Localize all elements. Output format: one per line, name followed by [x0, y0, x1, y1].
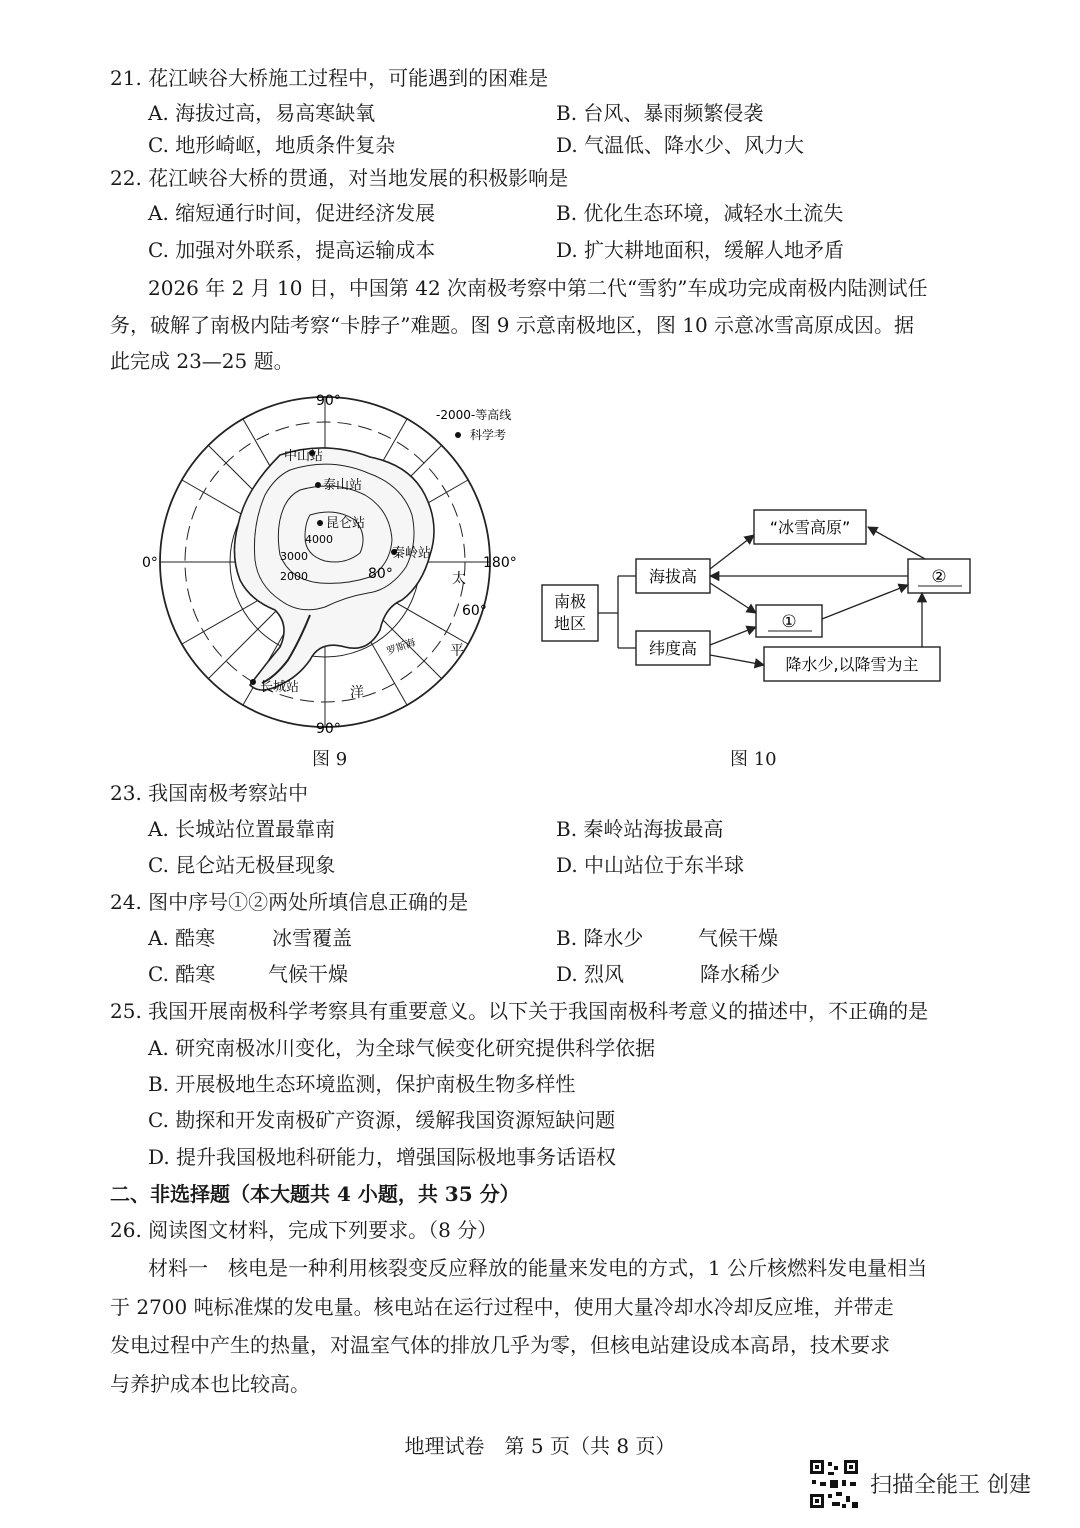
ocean-tai: 太 — [452, 571, 466, 587]
station-dot-changcheng — [250, 679, 256, 685]
q23-option-c: C. 昆仑站无极昼现象 — [148, 853, 336, 877]
q25-stem: 25. 我国开展南极科学考察具有重要意义。以下关于我国南极科考意义的描述中，不正确的是 — [110, 999, 929, 1023]
q22-option-c: C. 加强对外联系，提高运输成本 — [148, 238, 436, 262]
contour-label-4000: 4000 — [305, 533, 333, 546]
watermark-text: 扫描全能王 创建 — [870, 1473, 1031, 1498]
intro-line-1: 2026 年 2 月 10 日，中国第 42 次南极考察中第二代“雪豹”车成功完成南极内陆测试任 — [148, 276, 928, 300]
station-dot-kunlun — [317, 520, 323, 526]
q25-option-b: B. 开展极地生态环境监测，保护南极生物多样性 — [148, 1072, 576, 1096]
q23-option-a: A. 长城站位置最靠南 — [148, 817, 336, 841]
label-qinling: 秦岭站 — [392, 546, 432, 561]
q22-option-d: D. 扩大耕地面积，缓解人地矛盾 — [556, 238, 845, 262]
blank-1: ① — [781, 612, 797, 632]
q26-material-line-1: 材料一 核电是一种利用核裂变反应释放的能量来发电的方式，1 公斤核燃料发电量相当 — [148, 1256, 928, 1280]
lon-label-right: 180° — [483, 555, 517, 571]
q24-option-d-1: D. 烈风 — [556, 962, 625, 986]
box-region-text-1: 南极 — [553, 592, 587, 611]
q24-option-c-2: 气候干燥 — [268, 962, 348, 986]
contour-label-3000: 3000 — [280, 550, 308, 563]
q26-material-line-4: 与养护成本也比较高。 — [110, 1372, 310, 1396]
q23-option-b: B. 秦岭站海拔最高 — [556, 817, 724, 841]
sea-label-ross: 罗斯海 — [385, 637, 418, 658]
lon-label-top: 90° — [316, 393, 341, 409]
q21-option-c: C. 地形崎岖，地质条件复杂 — [148, 133, 396, 157]
legend-station-dot — [455, 432, 461, 438]
box-plateau-text: “冰雪高原” — [769, 518, 851, 537]
figure-9-caption: 图 9 — [312, 749, 348, 770]
label-kunlun: 昆仑站 — [326, 516, 366, 531]
q22-stem: 22. 花江峡谷大桥的贯通，对当地发展的积极影响是 — [110, 166, 569, 190]
q26-stem: 26. 阅读图文材料，完成下列要求。（8 分） — [110, 1218, 498, 1242]
intro-line-3: 此完成 23—25 题。 — [110, 349, 294, 373]
q23-stem: 23. 我国南极考察站中 — [110, 781, 309, 805]
figure-10-diagram — [530, 495, 980, 695]
contour-label-2000: 2000 — [280, 570, 308, 583]
qr-code-icon — [808, 1458, 860, 1510]
q21-stem: 21. 花江峡谷大桥施工过程中，可能遇到的困难是 — [110, 66, 549, 90]
q25-option-d: D. 提升我国极地科研能力，增强国际极地事务话语权 — [148, 1145, 617, 1169]
legend-contour: -2000-等高线 — [436, 408, 512, 422]
box-high-alt-text: 海拔高 — [648, 567, 698, 586]
q22-option-b: B. 优化生态环境，减轻水土流失 — [556, 201, 844, 225]
label-changcheng: 长城站 — [260, 680, 300, 695]
ocean-ping: 平 — [450, 643, 464, 659]
q24-stem: 24. 图中序号①②两处所填信息正确的是 — [110, 890, 469, 914]
blank-2: ② — [931, 567, 947, 587]
lat-label-80: 80° — [368, 566, 393, 582]
q24-option-b-1: B. 降水少 — [556, 926, 644, 950]
q21-option-d: D. 气温低、降水少、风力大 — [556, 133, 805, 157]
legend-station: 科学考 — [470, 428, 507, 442]
figure-10-caption: 图 10 — [730, 749, 777, 770]
lon-label-left: 0° — [142, 555, 158, 571]
page-footer: 地理试卷 第 5 页（共 8 页） — [404, 1434, 676, 1458]
q21-option-a: A. 海拔过高，易高寒缺氧 — [148, 101, 376, 125]
q26-material-line-2: 于 2700 吨标准煤的发电量。核电站在运行过程中，使用大量冷却水冷却反应堆，并带走 — [110, 1295, 894, 1319]
q23-option-d: D. 中山站位于东半球 — [556, 853, 745, 877]
lat-label-60: 60° — [462, 603, 487, 619]
label-taishan: 泰山站 — [323, 478, 363, 493]
q25-option-c: C. 勘探和开发南极矿产资源，缓解我国资源短缺问题 — [148, 1108, 616, 1132]
q24-option-c-1: C. 酷寒 — [148, 962, 216, 986]
q24-option-a-2: 冰雪覆盖 — [272, 926, 352, 950]
q26-material-line-3: 发电过程中产生的热量，对温室气体的排放几乎为零，但核电站建设成本高昂，技术要求 — [110, 1333, 890, 1357]
intro-line-2: 务，破解了南极内陆考察“卡脖子”难题。图 9 示意南极地区，图 10 示意冰雪高原成因。据 — [110, 313, 915, 337]
section-2-heading: 二、非选择题（本大题共 4 小题，共 35 分） — [110, 1182, 520, 1206]
box-high-lat-text: 纬度高 — [648, 639, 698, 658]
box-region-text-2: 地区 — [553, 614, 587, 633]
q25-option-a: A. 研究南极冰川变化，为全球气候变化研究提供科学依据 — [148, 1036, 656, 1060]
q24-option-d-2: 降水稀少 — [700, 962, 780, 986]
lon-label-bottom: 90° — [316, 721, 341, 737]
q22-option-a: A. 缩短通行时间，促进经济发展 — [148, 201, 436, 225]
q21-option-b: B. 台风、暴雨频繁侵袭 — [556, 101, 764, 125]
box-precip-text: 降水少,以降雪为主 — [785, 655, 919, 674]
ocean-yang: 洋 — [350, 685, 364, 701]
label-zhongshan: 中山站 — [284, 449, 324, 464]
q24-option-b-2: 气候干燥 — [698, 926, 778, 950]
figure-9-antarctica-map — [140, 385, 540, 745]
station-dot-taishan — [315, 482, 321, 488]
q24-option-a-1: A. 酷寒 — [148, 926, 216, 950]
